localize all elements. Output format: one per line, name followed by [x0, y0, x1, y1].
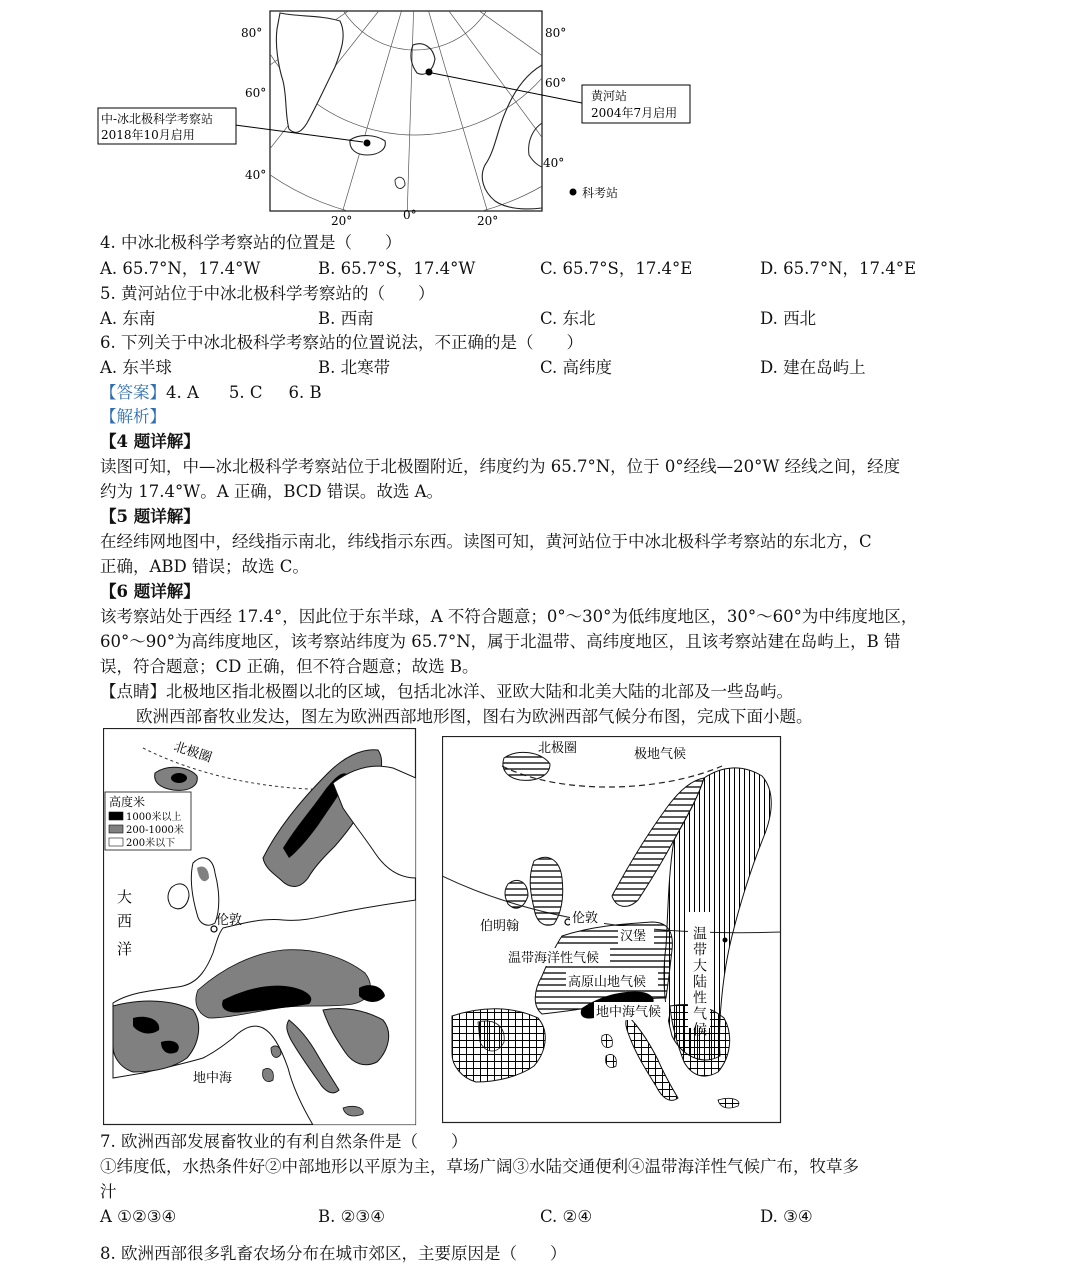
q8-stem: 8. 欧洲西部很多乳畜农场分布在城市郊区，主要原因是（ ） [100, 1244, 567, 1263]
q6-option-c: C. 高纬度 [540, 358, 613, 377]
ocean-label-2: 西 [117, 912, 133, 930]
analysis-tag: 【解析】 [100, 407, 166, 426]
answer-line [100, 381, 322, 405]
d4-line-2: 约为 17.4°W。A 正确，BCD 错误。故选 A。 [100, 482, 444, 501]
callout-right-date: 2004年7月启用 [591, 106, 678, 120]
callout-left-name: 中-冰北极科学考察站 [101, 112, 214, 126]
q5-option-a: A. 东南 [100, 309, 156, 328]
d6-line-1: 该考察站处于西经 17.4°，因此位于东半球，A 不符合题意；0°～30°为低纬度地区，30°～60°为中纬度地区， [100, 607, 918, 626]
right-london-label: 伦敦 [572, 911, 599, 926]
q4-stem: 4. 中冰北极科学考察站的位置是（ ） [100, 233, 402, 252]
q4-option-d: D. 65.7°N，17.4°E [760, 259, 917, 278]
q4-option-a: A. 65.7°N，17.4°W [100, 259, 261, 278]
lon-label-20e: 20° [477, 214, 499, 228]
left-london-label: 伦敦 [216, 913, 243, 928]
lat-label-80-right: 80° [545, 26, 567, 40]
right-hamburg-label: 汉堡 [620, 929, 647, 944]
lon-label-20w: 20° [331, 214, 353, 228]
q6-option-b: B. 北寒带 [318, 358, 391, 377]
arctic-station-map [95, 5, 695, 230]
legend-label: 科考站 [582, 186, 619, 200]
q5-stem: 5. 黄河站位于中冰北极科学考察站的（ ） [100, 284, 435, 303]
callout-right-name: 黄河站 [591, 89, 628, 103]
lon-label-0: 0° [403, 208, 417, 222]
station-dot-iceland [364, 140, 371, 147]
q5-option-c: C. 东北 [540, 309, 596, 328]
right-east-dot [723, 938, 728, 943]
right-arctic-label: 北极圈 [538, 741, 578, 756]
d5-title: 【5 题详解】 [100, 507, 200, 526]
q6-option-a: A. 东半球 [100, 358, 172, 377]
intro-line: 欧洲西部畜牧业发达，图左为欧洲西部地形图，图右为欧洲西部气候分布图，完成下面小题。 [136, 707, 813, 726]
left-arctic-label: 北极圈 [171, 739, 214, 766]
lat-label-60-left: 60° [245, 86, 267, 100]
right-continental-label: 温带大陆性气候 [691, 926, 707, 1038]
q6-stem: 6. 下列关于中冰北极科学考察站的位置说法，不正确的是（ ） [100, 333, 583, 352]
answer-5: 5. C [228, 383, 263, 402]
d6-line-2: 60°～90°为高纬度地区，该考察站纬度为 65.7°N，属于北温带、高纬度地区，且该考察站建在岛屿上，B 错 [100, 632, 901, 651]
q6-option-d: D. 建在岛屿上 [760, 358, 866, 377]
ocean-label-1: 大 [117, 888, 133, 906]
legend-high: 1000米以上 [126, 812, 182, 823]
d4-title: 【4 题详解】 [100, 432, 200, 451]
q5-option-b: B. 西南 [318, 309, 374, 328]
right-polar-label: 极地气候 [634, 747, 687, 762]
answer-4: 4. A [166, 383, 199, 402]
q7-stem: 7. 欧洲西部发展畜牧业的有利自然条件是（ ） [100, 1132, 468, 1151]
ocean-label-3: 洋 [117, 940, 133, 958]
d6-title: 【6 题详解】 [100, 582, 200, 601]
tip-line: 【点睛】北极地区指北极圈以北的区域，包括北冰洋、亚欧大陆和北美大陆的北部及一些岛屿。 [100, 682, 793, 701]
right-oceanic-label: 温带海洋性气候 [508, 951, 600, 966]
d5-line-2: 正确，ABD 错误；故选 C。 [100, 557, 309, 576]
europe-terrain-map [103, 728, 417, 1126]
q7-line-2: 汁 [100, 1182, 117, 1201]
legend-mid: 200-1000米 [126, 825, 184, 836]
station-dot-svalbard [426, 69, 433, 76]
answer-6: 6. B [288, 383, 322, 402]
q7-line-1: ①纬度低，水热条件好②中部地形以平原为主，草场广阔③水陆交通便利④温带海洋性气候广布，牧草多 [100, 1157, 859, 1176]
legend-dot [570, 189, 577, 196]
d5-line-1: 在经纬网地图中，经线指示南北，纬线指示东西。读图可知，黄河站位于中冰北极科学考察站的东北方，C [100, 532, 872, 551]
q4-option-b: B. 65.7°S，17.4°W [318, 259, 476, 278]
legend-low: 200米以下 [126, 838, 176, 849]
callout-left-date: 2018年10月启用 [101, 128, 195, 142]
right-med-label: 地中海气候 [596, 1005, 662, 1020]
europe-climate-map [442, 736, 782, 1124]
answer-tag: 【答案】 [100, 383, 166, 402]
left-med-label: 地中海 [193, 1071, 233, 1086]
lat-label-40-left: 40° [245, 168, 267, 182]
lat-label-80-left: 80° [241, 26, 263, 40]
q4-option-c: C. 65.7°S，17.4°E [540, 259, 693, 278]
right-birmingham-label: 伯明翰 [480, 919, 520, 934]
q5-option-d: D. 西北 [760, 309, 817, 328]
q7-option-d: D. ③④ [760, 1207, 813, 1226]
lat-label-40-right: 40° [543, 156, 565, 170]
lat-label-60-right: 60° [545, 76, 567, 90]
q7-option-a: A ①②③④ [100, 1207, 177, 1226]
q7-option-c: C. ②④ [540, 1207, 593, 1226]
legend-title: 高度米 [109, 795, 146, 809]
d4-line-1: 读图可知，中—冰北极科学考察站位于北极圈附近，纬度约为 65.7°N，位于 0°经线—20°W 经线之间，经度 [100, 457, 901, 476]
q7-option-b: B. ②③④ [318, 1207, 385, 1226]
d6-line-3: 误，符合题意；CD 正确，但不符合题意；故选 B。 [100, 657, 479, 676]
right-highland-label: 高原山地气候 [568, 975, 647, 990]
